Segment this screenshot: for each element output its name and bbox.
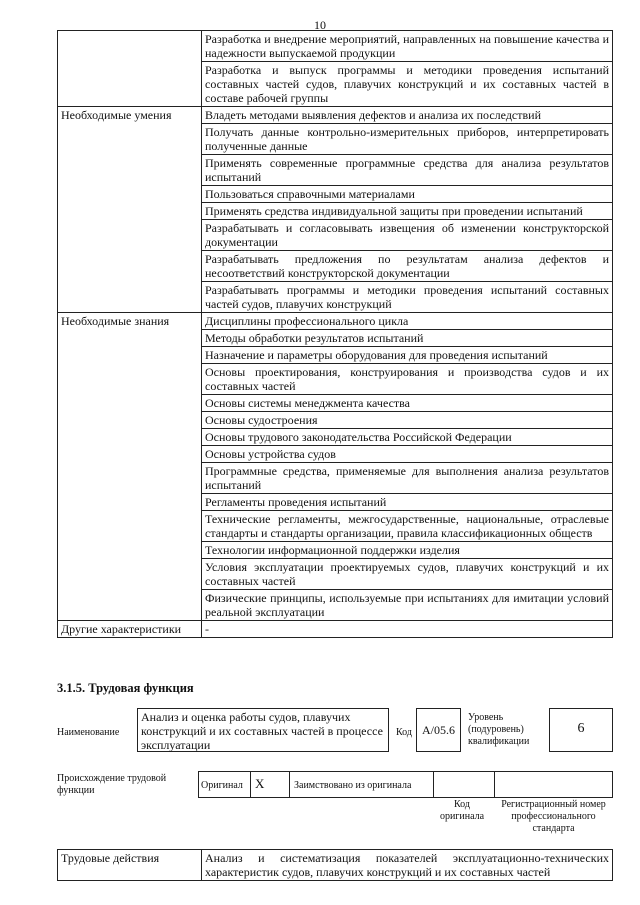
origin-box — [198, 771, 613, 798]
row-item: Методы обработки результатов испытаний — [202, 330, 613, 347]
row-item: - — [202, 621, 613, 638]
row-label: Другие характеристики — [58, 621, 202, 638]
table-row — [58, 313, 613, 330]
row-item: Разрабатывать и согласовывать извещения об изменении конструкторской документации — [202, 220, 613, 251]
original-label: Оригинал — [201, 780, 243, 791]
row-item: Получать данные контрольно-измерительных приборов, интерпретировать полученные данные — [202, 124, 613, 155]
row-item: Физические принципы, используемые при испытаниях для имитации условий реальной эксплуатации — [202, 590, 613, 621]
level-label: Уровень (подуровень) квалификации — [468, 712, 530, 747]
table-row — [58, 31, 613, 62]
table-row — [58, 107, 613, 124]
function-name: Анализ и оценка работы судов, плавучих конструкций и их составных частей в процессе эксплуатации — [137, 708, 389, 752]
qualification-level: 6 — [549, 708, 613, 752]
row-item: Технические регламенты, межгосударственные, национальные, отраслевые стандарты и стандарты организации, правила классификационных обществ — [202, 511, 613, 542]
row-item: Разрабатывать предложения по результатам анализа дефектов и несоответствий конструкторской документации — [202, 251, 613, 282]
section-heading: 3.1.5. Трудовая функция — [57, 681, 194, 695]
row-item: Технологии информационной поддержки изделия — [202, 542, 613, 559]
origin-label: Происхождение трудовой функции — [57, 773, 167, 796]
function-code: А/05.6 — [416, 708, 461, 752]
row-label — [58, 31, 202, 107]
reg-number-caption: Регистрационный номер профессионального стандарта — [501, 799, 606, 834]
row-item: Назначение и параметры оборудования для проведения испытаний — [202, 347, 613, 364]
row-item: Разрабатывать программы и методики проведения испытаний составных частей судов, плавучих конструкций — [202, 282, 613, 313]
actions-label: Трудовые действия — [58, 850, 202, 881]
row-item: Основы трудового законодательства Российской Федерации — [202, 429, 613, 446]
row-item: Пользоваться справочными материалами — [202, 186, 613, 203]
actions-value: Анализ и систематизация показателей эксплуатационно-технических характеристик судов, плавучих конструкций и их составных частей — [202, 850, 613, 881]
row-item: Основы системы менеджмента качества — [202, 395, 613, 412]
row-item: Владеть методами выявления дефектов и анализа их последствий — [202, 107, 613, 124]
row-item: Основы судостроения — [202, 412, 613, 429]
row-item: Разработка и внедрение мероприятий, направленных на повышение качества и надежности выпускаемой продукции — [202, 31, 613, 62]
original-mark: X — [255, 776, 265, 791]
row-item: Дисциплины профессионального цикла — [202, 313, 613, 330]
row-item: Разработка и выпуск программы и методики проведения испытаний составных частей судов, плавучих конструкций и их составных частей в составе рабочей группы — [202, 62, 613, 107]
code-label: Код — [396, 727, 412, 738]
row-label: Необходимые умения — [58, 107, 202, 313]
code-original-caption: Код оригинала — [439, 799, 485, 822]
page-number: 10 — [314, 18, 326, 32]
borrowed-label: Заимствовано из оригинала — [294, 780, 412, 791]
row-item: Условия эксплуатации проектируемых судов, плавучих конструкций и их составных частей — [202, 559, 613, 590]
name-label: Наименование — [57, 727, 120, 738]
row-item: Основы проектирования, конструирования и производства судов и их составных частей — [202, 364, 613, 395]
row-item: Программные средства, применяемые для выполнения анализа результатов испытаний — [202, 463, 613, 494]
row-label: Необходимые знания — [58, 313, 202, 621]
row-item: Применять современные программные средства для анализа результатов испытаний — [202, 155, 613, 186]
row-item: Применять средства индивидуальной защиты при проведении испытаний — [202, 203, 613, 220]
table-row — [58, 621, 613, 638]
actions-table — [57, 849, 613, 881]
requirements-table — [57, 30, 613, 638]
row-item: Регламенты проведения испытаний — [202, 494, 613, 511]
row-item: Основы устройства судов — [202, 446, 613, 463]
